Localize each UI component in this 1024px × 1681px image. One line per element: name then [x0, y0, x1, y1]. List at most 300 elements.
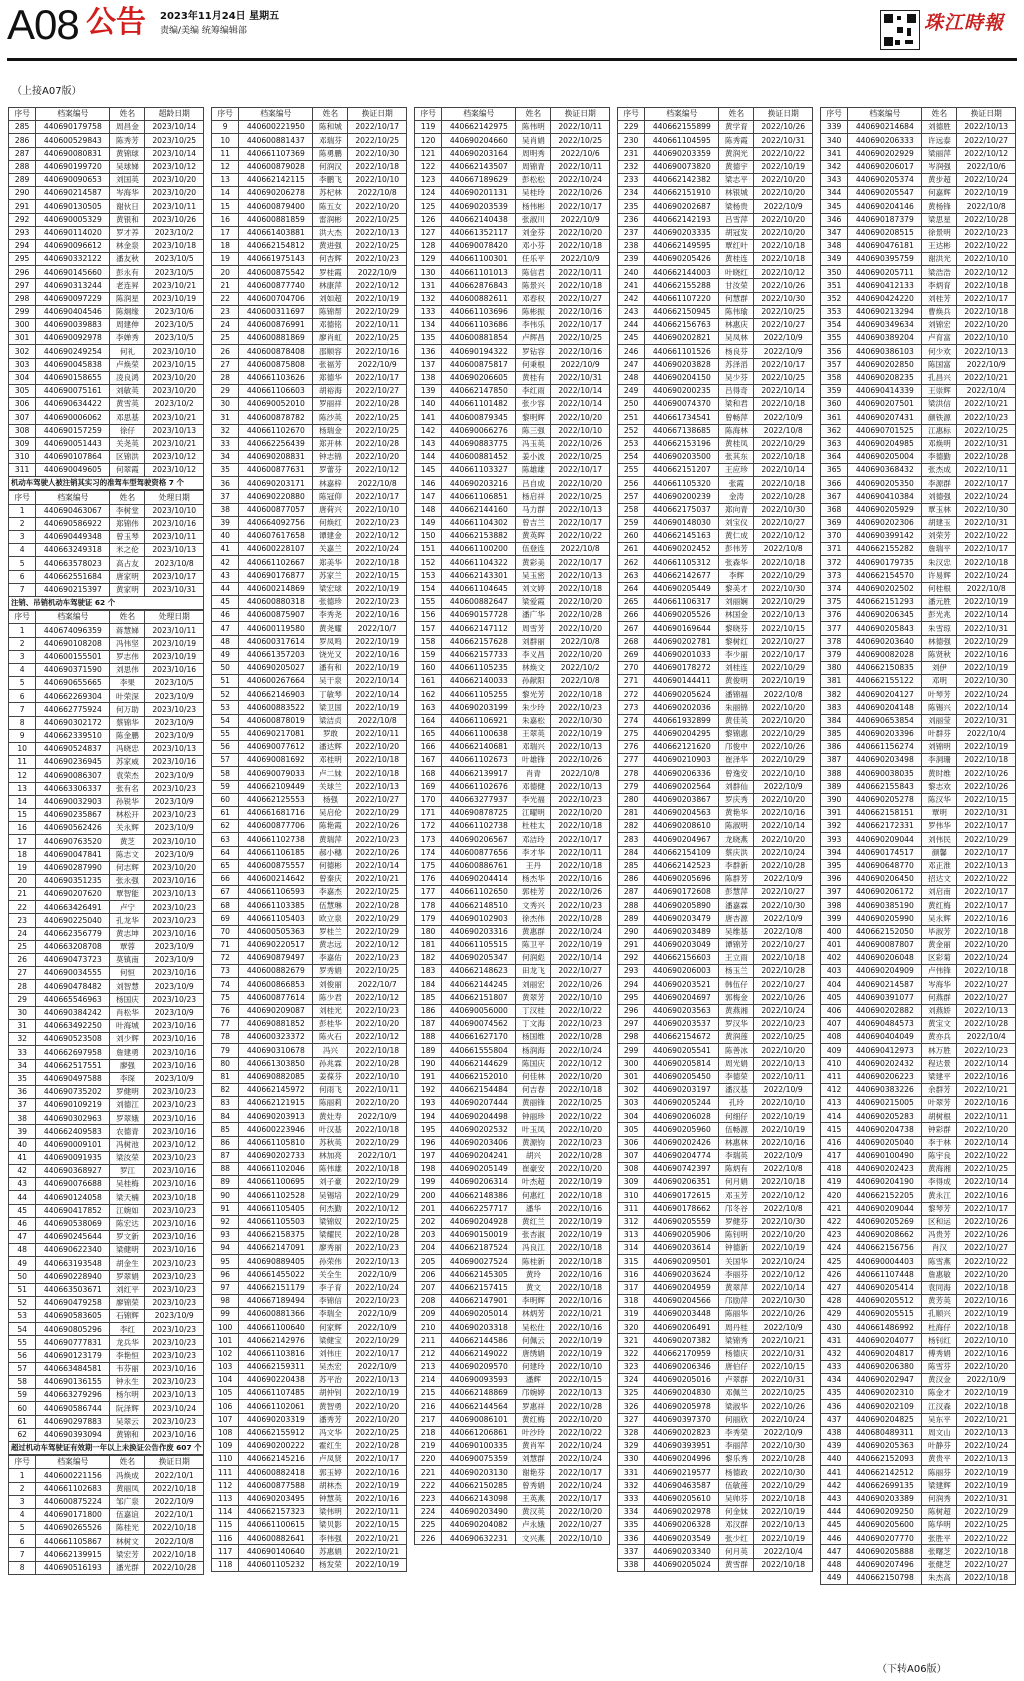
- serial-cell: 43: [9, 1178, 36, 1191]
- name-cell: 陈汉华: [922, 793, 957, 806]
- name-cell: 罗蕾芬: [313, 464, 348, 477]
- section-title: 公告: [86, 5, 146, 40]
- name-cell: 韦芬丽: [110, 1362, 145, 1375]
- register-table: [8, 1455, 204, 1575]
- name-cell: 钟德新: [719, 1242, 754, 1255]
- serial-cell: 290: [618, 925, 645, 938]
- file-no-cell: 440690204697: [645, 991, 719, 1004]
- date-cell: 2022/10/16: [551, 1268, 610, 1281]
- table-row: [415, 991, 610, 1004]
- date-cell: 2023/10/18: [145, 239, 204, 252]
- date-cell: 2022/10/23: [551, 1017, 610, 1030]
- file-no-cell: 440690049605: [36, 464, 110, 477]
- serial-cell: 115: [212, 1519, 239, 1532]
- name-cell: 饶光又: [313, 648, 348, 661]
- table-row: [821, 1149, 1016, 1162]
- serial-cell: 24: [9, 927, 36, 940]
- file-no-cell: 440600881452: [442, 450, 516, 463]
- name-cell: 潘有和: [313, 661, 348, 674]
- date-cell: 2022/10/24: [551, 1479, 610, 1492]
- date-cell: 2022/10/19: [957, 1466, 1016, 1479]
- table-row: [212, 1519, 407, 1532]
- serial-cell: 284: [618, 846, 645, 859]
- serial-cell: 114: [212, 1505, 239, 1518]
- name-cell: 李义昌: [516, 648, 551, 661]
- name-cell: 陈宏达: [110, 1217, 145, 1230]
- date-cell: 2022/10/12: [754, 266, 813, 279]
- serial-cell: 28: [9, 980, 36, 993]
- file-no-cell: 440690249254: [36, 345, 110, 358]
- name-cell: 苏秋英: [313, 1136, 348, 1149]
- name-cell: 林嘉梓: [313, 477, 348, 490]
- date-cell: 2022/10/12: [754, 1189, 813, 1202]
- date-cell: 2022/10/13: [348, 780, 407, 793]
- name-cell: 罗志伟: [110, 650, 145, 663]
- serial-cell: 207: [415, 1281, 442, 1294]
- table-row: [618, 253, 813, 266]
- name-cell: 冯玉英: [516, 437, 551, 450]
- file-no-cell: 440690052010: [239, 398, 313, 411]
- serial-cell: 220: [415, 1453, 442, 1466]
- date-cell: 2022/10/26: [754, 991, 813, 1004]
- serial-cell: 6: [9, 1535, 36, 1548]
- serial-cell: 58: [212, 767, 239, 780]
- table-row: [9, 531, 204, 544]
- file-no-cell: 440661102673: [442, 754, 516, 767]
- table-row: [821, 226, 1016, 239]
- table-row: [212, 886, 407, 899]
- serial-cell: 323: [618, 1360, 645, 1373]
- file-no-cell: 440661105235: [442, 661, 516, 674]
- date-cell: 2023/10/11: [145, 531, 204, 544]
- serial-cell: 241: [618, 279, 645, 292]
- date-cell: 2022/10/18: [754, 450, 813, 463]
- file-no-cell: 440690805296: [36, 1323, 110, 1336]
- table-row: [212, 780, 407, 793]
- serial-cell: 214: [415, 1374, 442, 1387]
- name-cell: 蒋慧娣: [110, 624, 145, 637]
- date-cell: 2022/10/24: [957, 490, 1016, 503]
- date-cell: 2022/10/29: [348, 1136, 407, 1149]
- file-no-cell: 440690297883: [36, 1415, 110, 1428]
- name-cell: 梁丽萍: [922, 147, 957, 160]
- file-no-cell: 440690205696: [645, 872, 719, 885]
- file-no-cell: 440690206491: [645, 1321, 719, 1334]
- date-cell: 2022/10/11: [348, 727, 407, 740]
- date-cell: 2022/10/18: [957, 1281, 1016, 1294]
- serial-cell: 409: [821, 1044, 848, 1057]
- name-cell: 梁贝影: [313, 1519, 348, 1532]
- file-no-cell: 440600228107: [239, 543, 313, 556]
- serial-cell: 309: [618, 1176, 645, 1189]
- file-no-cell: 440690204566: [645, 1294, 719, 1307]
- file-no-cell: 440600155501: [36, 650, 110, 663]
- table-row: [618, 292, 813, 305]
- table-row: [415, 1492, 610, 1505]
- date-cell: 2022/10/25: [348, 134, 407, 147]
- table-row: [618, 319, 813, 332]
- name-cell: 黄学育: [719, 121, 754, 134]
- file-no-cell: 440690404049: [848, 1031, 922, 1044]
- date-cell: 2022/10/21: [348, 872, 407, 885]
- file-no-cell: 440661103816: [239, 1347, 313, 1360]
- name-cell: 李群新: [719, 859, 754, 872]
- file-no-cell: 440661403881: [239, 226, 313, 239]
- serial-cell: 11: [9, 756, 36, 769]
- date-cell: 2022/10/15: [348, 1519, 407, 1532]
- table-row: [415, 450, 610, 463]
- serial-cell: 42: [9, 1165, 36, 1178]
- date-cell: 2022/10/11: [957, 1110, 1016, 1123]
- table-row: [212, 1334, 407, 1347]
- table-row: [821, 886, 1016, 899]
- name-cell: 李明辉: [516, 1294, 551, 1307]
- date-cell: 2023/10/16: [145, 1046, 204, 1059]
- name-cell: 李丽芬: [719, 1268, 754, 1281]
- file-no-cell: 440662147112: [442, 622, 516, 635]
- file-no-cell: 440690203396: [848, 727, 922, 740]
- date-cell: 2022/10/26: [754, 1308, 813, 1321]
- date-cell: 2022/10/20: [348, 200, 407, 213]
- serial-cell: 414: [821, 1110, 848, 1123]
- file-no-cell: 440690202733: [239, 1149, 313, 1162]
- file-no-cell: 440690287990: [36, 861, 110, 874]
- serial-cell: 348: [821, 239, 848, 252]
- file-no-cell: 440662156763: [645, 319, 719, 332]
- date-cell: 2023/10/13: [145, 743, 204, 756]
- file-no-cell: 440662156603: [645, 952, 719, 965]
- file-no-cell: 440690209044: [848, 1202, 922, 1215]
- name-cell: 刘文婷: [516, 582, 551, 595]
- file-no-cell: 440690174517: [848, 846, 922, 859]
- date-cell: 2022/10/1: [145, 1508, 204, 1521]
- file-no-cell: 440690204774: [645, 1149, 719, 1162]
- file-no-cell: 440690205374: [848, 173, 922, 186]
- file-no-cell: 440690203340: [645, 1545, 719, 1558]
- table-row: [9, 888, 204, 901]
- serial-cell: 77: [212, 1017, 239, 1030]
- name-cell: 罗庆秀: [719, 793, 754, 806]
- page-number: A08: [7, 1, 79, 48]
- date-cell: 2022/10/18: [551, 1242, 610, 1255]
- file-no-cell: 440690205024: [645, 1558, 719, 1571]
- name-cell: 梁锦奴: [313, 1215, 348, 1228]
- name-cell: 黄桂有: [516, 371, 551, 384]
- file-no-cell: 440690006062: [36, 411, 110, 424]
- table-row: [415, 1400, 610, 1413]
- date-cell: 2022/10/13: [551, 569, 610, 582]
- table-row: [9, 1033, 204, 1046]
- name-cell: 唐家明: [110, 570, 145, 583]
- name-cell: 刘桂光: [313, 1004, 348, 1017]
- name-cell: 覃玉林: [922, 503, 957, 516]
- notice-column-2: [211, 107, 407, 1663]
- table-row: [9, 583, 204, 596]
- file-no-cell: 440690205004: [848, 450, 922, 463]
- serial-cell: 18: [9, 848, 36, 861]
- file-no-cell: 440690086101: [442, 1413, 516, 1426]
- table-row: [9, 358, 204, 371]
- date-cell: 2022/10/20: [754, 701, 813, 714]
- serial-cell: 294: [618, 978, 645, 991]
- serial-cell: 401: [821, 938, 848, 951]
- date-cell: 2022/10/18: [348, 1123, 407, 1136]
- date-cell: 2022/10/6: [551, 147, 610, 160]
- date-cell: 2022/10/9: [348, 358, 407, 371]
- serial-cell: 341: [821, 147, 848, 160]
- date-cell: 2022/10/8: [754, 1163, 813, 1176]
- date-cell: 2022/10/19: [754, 1123, 813, 1136]
- name-cell: 冯贵芳: [922, 1228, 957, 1241]
- date-cell: 2023/10/12: [145, 464, 204, 477]
- serial-cell: 188: [415, 1031, 442, 1044]
- file-no-cell: 440662170959: [645, 1347, 719, 1360]
- table-row: [618, 332, 813, 345]
- date-cell: 2023/10/16: [145, 1112, 204, 1125]
- file-no-cell: 440662149022: [442, 1347, 516, 1360]
- name-cell: 陈雪燕: [922, 1255, 957, 1268]
- table-row: [415, 1519, 610, 1532]
- file-no-cell: 440690123179: [36, 1349, 110, 1362]
- table-row: [618, 1110, 813, 1123]
- serial-cell: 304: [9, 371, 36, 384]
- name-cell: 周光娟: [719, 1057, 754, 1070]
- name-cell: 张福芳: [313, 358, 348, 371]
- file-no-cell: 440661107485: [239, 1387, 313, 1400]
- serial-cell: 23: [9, 914, 36, 927]
- file-no-cell: 440690038035: [848, 767, 922, 780]
- name-cell: 唐伯仔: [719, 1360, 754, 1373]
- table-row: [821, 530, 1016, 543]
- date-cell: 2022/10/12: [754, 1268, 813, 1281]
- serial-cell: 442: [821, 1479, 848, 1492]
- date-cell: 2022/10/12: [348, 530, 407, 543]
- date-cell: 2022/10/8: [754, 688, 813, 701]
- file-no-cell: 440662155899: [645, 121, 719, 134]
- table-row: [618, 424, 813, 437]
- table-row: [212, 266, 407, 279]
- date-cell: 2022/10/10: [348, 173, 407, 186]
- file-no-cell: 440662145163: [645, 530, 719, 543]
- file-no-cell: 440690091935: [36, 1151, 110, 1164]
- date-cell: 2023/10/9: [145, 940, 204, 953]
- name-cell: 徐仔: [110, 424, 145, 437]
- name-cell: 梁建辉: [922, 1479, 957, 1492]
- serial-cell: 169: [415, 780, 442, 793]
- file-no-cell: 440690207431: [848, 411, 922, 424]
- table-row: [415, 886, 610, 899]
- serial-cell: 247: [618, 358, 645, 371]
- date-cell: 2022/10/12: [348, 938, 407, 951]
- name-cell: 梁健明: [110, 1244, 145, 1257]
- table-row: [415, 424, 610, 437]
- table-row: [618, 1519, 813, 1532]
- newspaper-logo: 珠江時報: [924, 12, 1005, 34]
- date-cell: 2023/10/20: [145, 187, 204, 200]
- serial-cell: 99: [212, 1308, 239, 1321]
- file-no-cell: 440662143507: [442, 160, 516, 173]
- table-row: [212, 530, 407, 543]
- file-no-cell: 440661107448: [848, 1268, 922, 1281]
- name-cell: 李锦信: [313, 1294, 348, 1307]
- file-no-cell: 440690187379: [848, 213, 922, 226]
- date-cell: 2023/10/9: [145, 822, 204, 835]
- serial-cell: 7: [9, 703, 36, 716]
- table-row: [821, 1004, 1016, 1017]
- table-row: [618, 1505, 813, 1518]
- date-cell: 2022/10/22: [957, 1532, 1016, 1545]
- name-cell: 邓焕明: [922, 437, 957, 450]
- table-row: [618, 371, 813, 384]
- date-cell: 2022/10/19: [754, 1242, 813, 1255]
- file-no-cell: 440662151807: [442, 991, 516, 1004]
- serial-cell: 232: [618, 160, 645, 173]
- date-cell: 2022/10/17: [348, 490, 407, 503]
- name-cell: 岑海华: [110, 187, 145, 200]
- file-no-cell: 440662142976: [239, 1334, 313, 1347]
- date-cell: 2022/10/29: [348, 305, 407, 318]
- date-cell: 2023/10/2: [145, 398, 204, 411]
- date-cell: 2023/10/16: [145, 1033, 204, 1046]
- table-row: [821, 147, 1016, 160]
- date-cell: 2022/10/14: [348, 859, 407, 872]
- name-cell: 黎琴芳: [922, 1202, 957, 1215]
- serial-cell: 380: [821, 661, 848, 674]
- serial-cell: 438: [821, 1426, 848, 1439]
- serial-cell: 51: [9, 1283, 36, 1296]
- name-cell: 金涛: [719, 490, 754, 503]
- table-row: [821, 1215, 1016, 1228]
- date-cell: 2022/10/24: [957, 688, 1016, 701]
- table-row: [9, 769, 204, 782]
- serial-cell: 84: [212, 1110, 239, 1123]
- serial-cell: 190: [415, 1057, 442, 1070]
- date-cell: 2022/10/13: [551, 741, 610, 754]
- serial-cell: 60: [9, 1402, 36, 1415]
- file-no-cell: 440690879497: [239, 952, 313, 965]
- name-cell: 何秉根: [516, 358, 551, 371]
- table-row: [618, 160, 813, 173]
- date-cell: 2022/10/28: [348, 1439, 407, 1452]
- serial-cell: 3: [9, 1495, 36, 1508]
- serial-cell: 443: [821, 1492, 848, 1505]
- name-cell: 刘德强: [922, 490, 957, 503]
- name-cell: 廖锦荣: [110, 1296, 145, 1309]
- table-row: [9, 874, 204, 887]
- date-cell: 2022/10/13: [957, 1453, 1016, 1466]
- file-no-cell: 440661102061: [239, 1400, 313, 1413]
- table-row: [618, 305, 813, 318]
- serial-cell: 203: [415, 1228, 442, 1241]
- name-cell: 黄文: [516, 1281, 551, 1294]
- file-no-cell: 440690235867: [36, 808, 110, 821]
- qr-code-icon: [880, 10, 920, 50]
- date-cell: 2022/10/19: [348, 701, 407, 714]
- serial-cell: 38: [212, 503, 239, 516]
- issue-date: 2023年11月24日 星期五: [160, 11, 280, 22]
- serial-cell: 239: [618, 253, 645, 266]
- file-no-cell: 440690632231: [442, 1532, 516, 1545]
- date-cell: 2022/10/24: [348, 543, 407, 556]
- table-row: [821, 595, 1016, 608]
- serial-cell: 57: [212, 754, 239, 767]
- table-row: [415, 213, 610, 226]
- table-row: [821, 952, 1016, 965]
- name-cell: 吴杰宏: [313, 1360, 348, 1373]
- file-no-cell: 440690351235: [36, 874, 110, 887]
- name-cell: 刘丽宏: [516, 978, 551, 991]
- serial-cell: 135: [415, 332, 442, 345]
- serial-cell: 131: [415, 279, 442, 292]
- file-no-cell: 440690220517: [239, 938, 313, 951]
- serial-cell: 301: [618, 1070, 645, 1083]
- table-row: [9, 1019, 204, 1032]
- name-cell: 郑锦伟: [110, 517, 145, 530]
- table-row: [618, 556, 813, 569]
- serial-cell: 376: [821, 609, 848, 622]
- table-row: [415, 1017, 610, 1030]
- name-cell: 冯良江: [516, 1242, 551, 1255]
- name-cell: 周锦青: [516, 160, 551, 173]
- file-no-cell: 440690349634: [848, 319, 922, 332]
- name-cell: 李伟强: [313, 1532, 348, 1545]
- serial-cell: 24: [212, 319, 239, 332]
- date-cell: 2022/10/24: [551, 1439, 610, 1452]
- file-no-cell: 440690484573: [848, 1017, 922, 1030]
- name-cell: 黄宝文: [922, 1017, 957, 1030]
- serial-cell: 269: [618, 648, 645, 661]
- file-no-cell: 440600223946: [239, 1123, 313, 1136]
- file-no-cell: 440662145972: [239, 1083, 313, 1096]
- table-row: [9, 624, 204, 637]
- date-cell: 2022/10/28: [957, 1017, 1016, 1030]
- table-row: [9, 424, 204, 437]
- file-no-cell: 440690203913: [239, 1110, 313, 1123]
- date-cell: 2022/10/22: [957, 872, 1016, 885]
- date-cell: 2022/10/25: [551, 332, 610, 345]
- table-row: [212, 319, 407, 332]
- name-cell: 吕雪萍: [719, 213, 754, 226]
- table-row: [9, 782, 204, 795]
- name-cell: 邓瑞兴: [516, 741, 551, 754]
- name-cell: 朱杰高: [922, 1571, 957, 1584]
- date-cell: 2022/10/9: [754, 872, 813, 885]
- table-row: [415, 820, 610, 833]
- serial-cell: 31: [9, 1019, 36, 1032]
- name-cell: 谢伙日: [110, 200, 145, 213]
- name-cell: 张德珍: [313, 595, 348, 608]
- date-cell: 2023/10/10: [145, 835, 204, 848]
- file-no-cell: 440690130505: [36, 200, 110, 213]
- name-cell: 杨德庆: [719, 1347, 754, 1360]
- table-header-row: [9, 491, 204, 504]
- serial-cell: 30: [212, 398, 239, 411]
- name-cell: 潘辉: [516, 1374, 551, 1387]
- serial-cell: 434: [821, 1374, 848, 1387]
- serial-cell: 356: [821, 345, 848, 358]
- date-cell: 2022/10/28: [551, 609, 610, 622]
- date-cell: 2022/10/14: [957, 609, 1016, 622]
- date-cell: 2022/10/14: [551, 384, 610, 397]
- file-no-cell: 440690207496: [848, 1558, 922, 1571]
- table-row: [821, 1374, 1016, 1387]
- serial-cell: 420: [821, 1189, 848, 1202]
- date-cell: 2022/10/25: [754, 1387, 813, 1400]
- table-row: [821, 1281, 1016, 1294]
- name-cell: 张健芝: [922, 1558, 957, 1571]
- table-row: [212, 609, 407, 622]
- serial-cell: 411: [821, 1070, 848, 1083]
